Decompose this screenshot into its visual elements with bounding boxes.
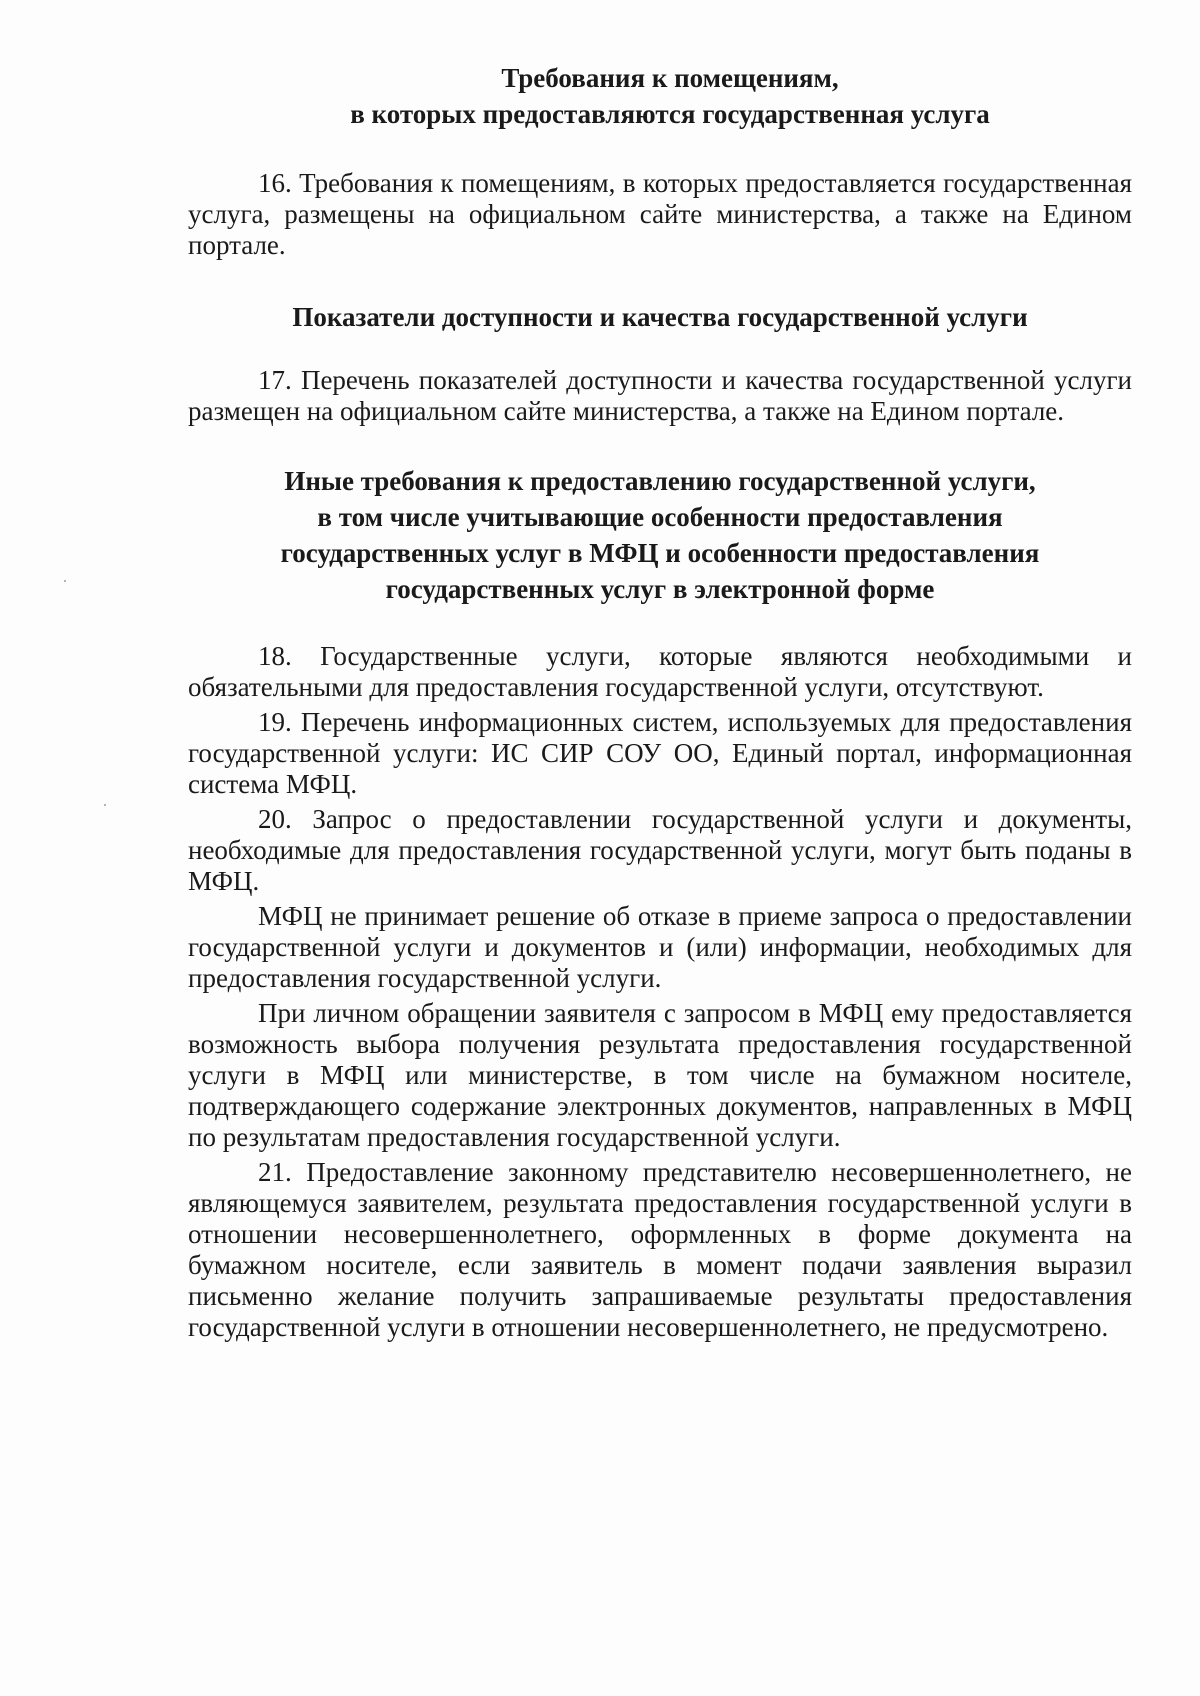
section-heading-premises [188,60,1132,132]
paragraph-20-mfc-refusal: МФЦ не принимает решение об отказе в приеме запроса о предоставлении государственной услуги и документов и (или) информации, необходимых для предоставления государственной услуги. [188,901,1132,993]
heading-line: государственных услуг в МФЦ и особенности предоставления [280,538,1040,568]
heading-line: Требования к помещениям, [501,63,839,93]
paragraph-17: 17. Перечень показателей доступности и качества государственной услуги размещен на официальном сайте министерства, а также на Едином портале. [188,365,1132,426]
section-heading-indicators: Показатели доступности и качества государственной услуги [292,302,1028,332]
heading-line: государственных услуг в электронной форме [385,574,935,604]
paragraph-19: 19. Перечень информационных систем, используемых для предоставления государственной услуги: ИС СИР СОУ ОО, Единый портал, информационная система МФЦ. [188,707,1132,799]
heading-line: Иные требования к предоставлению государственной услуги, [284,466,1036,496]
paragraph-21: 21. Предоставление законному представителю несовершеннолетнего, не являющемуся заявителем, результата предоставления государственной услуги в отношении несовершеннолетнего, оформленных в форме документа на бумажном носителе, если заявитель в момент подачи заявления выразил письменно желание получить запрашиваемые результаты предоставления государственной услуги в отношении несовершеннолетнего, не предусмотрено. [188,1157,1132,1342]
paragraph-18: 18. Государственные услуги, которые являются необходимыми и обязательными для предоставления государственной услуги, отсутствуют. [188,641,1132,702]
section-heading-other [188,463,1132,607]
document-body [188,60,1132,1343]
paragraph-20: 20. Запрос о предоставлении государственной услуги и документы, необходимые для предоставления государственной услуги, могут быть поданы в МФЦ. [188,804,1132,896]
scan-speck [104,804,106,806]
paragraph-20-personal-visit: При личном обращении заявителя с запросом в МФЦ ему предоставляется возможность выбора получения результата предоставления государственной услуги в МФЦ или министерстве, в том числе на бумажном носителе, подтверждающего содержание электронных документов, направленных в МФЦ по результатам предоставления государственной услуги. [188,998,1132,1152]
scan-speck [64,580,66,582]
heading-line: в том числе учитывающие особенности предоставления [317,502,1003,532]
paragraph-16: 16. Требования к помещениям, в которых предоставляется государственная услуга, размещены на официальном сайте министерства, а также на Едином портале. [188,168,1132,260]
heading-line: в которых предоставляются государственная услуга [350,99,990,129]
